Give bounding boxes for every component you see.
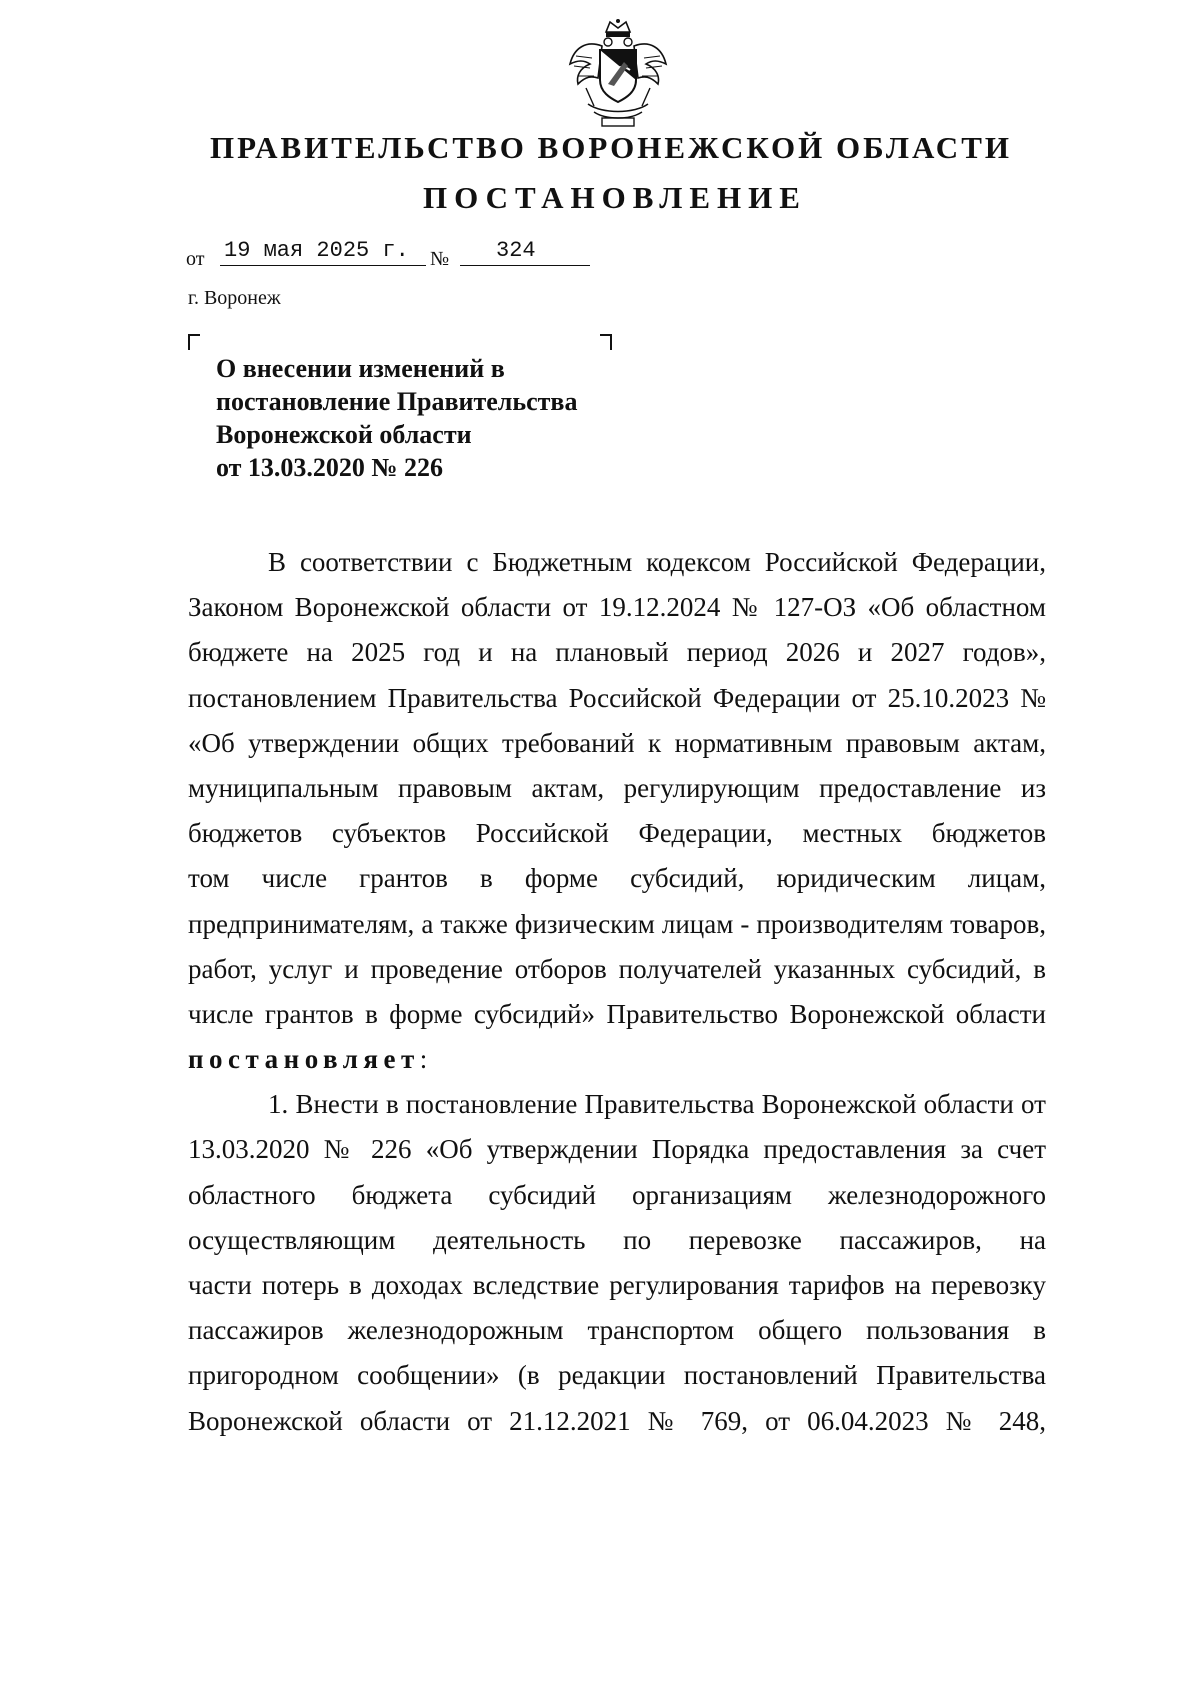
body-line: 13.03.2020 № 226 «Об утверждении Порядка предоставления за счет <box>188 1134 1046 1165</box>
decree-line <box>188 1037 1046 1082</box>
document-number: 324 <box>460 238 590 266</box>
body-line: предпринимателям, а также физическим лицам - производителям товаров, <box>188 908 1046 939</box>
body-line: В соответствии с Бюджетным кодексом Российской Федерации, <box>268 547 1046 577</box>
subject-line: О внесении изменений в <box>216 354 505 383</box>
government-title: ПРАВИТЕЛЬСТВО ВОРОНЕЖСКОЙ ОБЛАСТИ <box>210 130 1012 165</box>
body-line: бюджетов субъектов Российской Федерации, местных бюджетов <box>188 818 1046 849</box>
date-prefix-label: от <box>186 248 205 270</box>
decree-word: постановляет <box>188 1044 420 1075</box>
coat-of-arms-icon <box>566 18 670 130</box>
city-label: г. Воронеж <box>188 287 281 309</box>
body-line: работ, услуг и проведение отборов получателей указанных субсидий, в <box>188 953 1046 984</box>
document-body <box>188 540 1046 1444</box>
date-number-line <box>186 238 646 272</box>
body-line: части потерь в доходах вследствие регулирования тарифов на перевозку <box>188 1270 1046 1300</box>
number-sign-label: № <box>430 248 450 270</box>
decree-colon: : <box>419 1044 428 1075</box>
body-line: 1. Внести в постановление Правительства Воронежской области от <box>268 1089 1046 1120</box>
body-line: областного бюджета субсидий организациям железнодорожного <box>188 1179 1046 1210</box>
subject-line: Воронежской области <box>216 420 472 449</box>
body-line: пригородном сообщении» (в редакции постановлений Правительства <box>188 1360 1046 1391</box>
document-subject <box>216 352 577 484</box>
body-line: муниципальным правовым актам, регулирующим предоставление из <box>188 772 1046 803</box>
body-line: Законом Воронежской области от 19.12.2024 № 127-ОЗ «Об областном <box>188 592 1046 623</box>
body-line: «Об утверждении общих требований к нормативным правовым актам, <box>188 727 1046 758</box>
document-type: ПОСТАНОВЛЕНИЕ <box>423 180 807 215</box>
document-date: 19 мая 2025 г. <box>220 238 426 266</box>
body-line: постановлением Правительства Российской Федерации от 25.10.2023 № <box>188 682 1046 713</box>
body-line: числе грантов в форме субсидий» Правительство Воронежской области <box>188 998 1046 1029</box>
subject-line: от 13.03.2020 № 226 <box>216 453 444 482</box>
body-line: бюджете на 2025 год и на плановый период 2026 и 2027 годов», <box>188 637 1046 668</box>
subject-bracket-left <box>188 334 200 350</box>
subject-line: постановление Правительства <box>216 387 578 416</box>
body-line: осуществляющим деятельность по перевозке пассажиров, на <box>188 1224 1046 1255</box>
body-line: пассажиров железнодорожным транспортом общего пользования в <box>188 1315 1046 1346</box>
body-line: том числе грантов в форме субсидий, юридическим лицам, <box>188 863 1046 894</box>
subject-bracket-right <box>600 334 612 350</box>
body-line: Воронежской области от 21.12.2021 № 769, от 06.04.2023 № 248, <box>188 1405 1046 1436</box>
